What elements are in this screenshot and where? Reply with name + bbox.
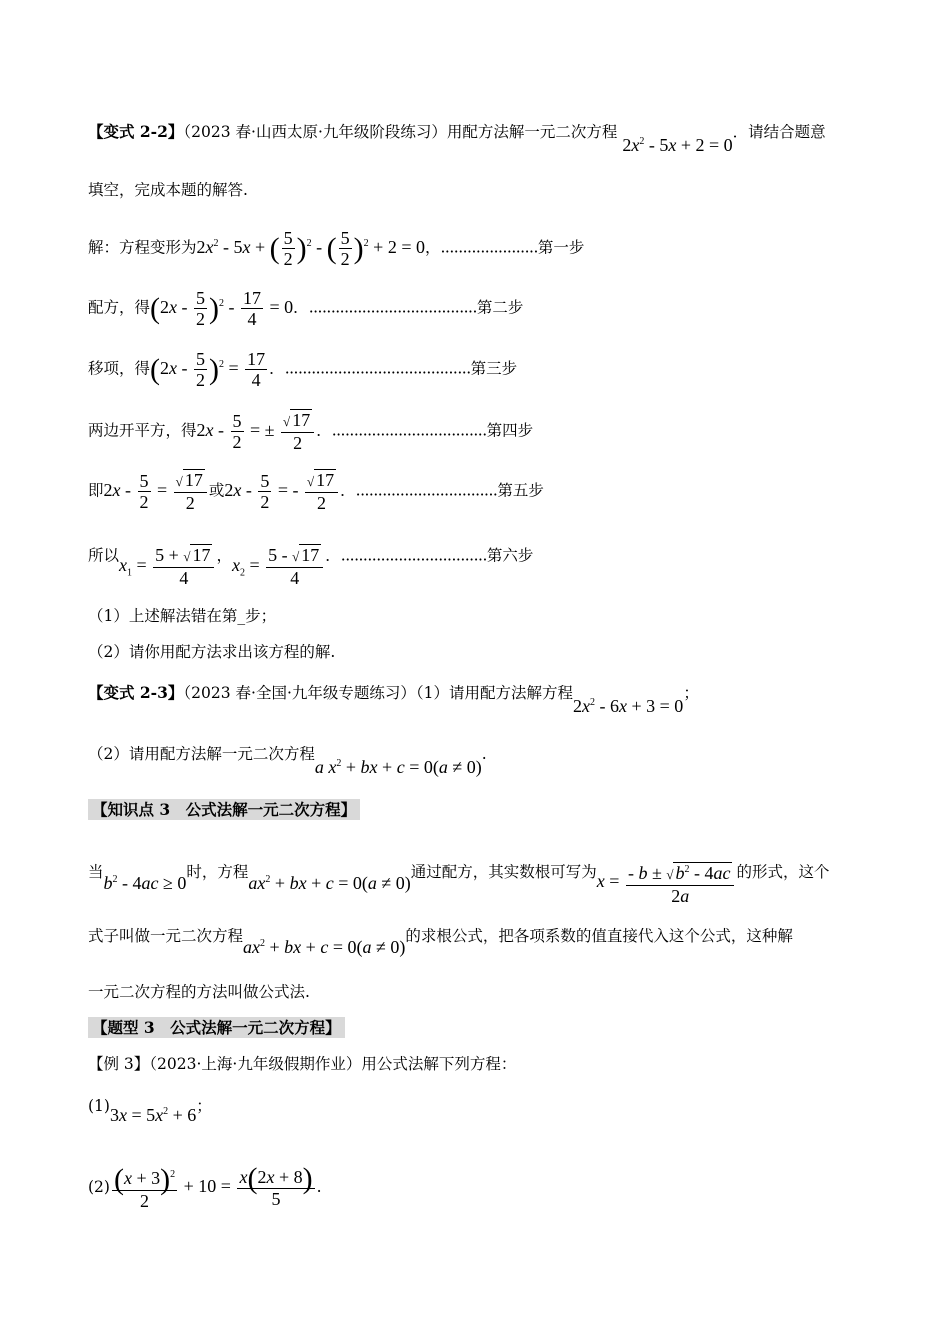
step-3-dots: ..........................................: [284, 359, 471, 378]
step-5-label: 第五步: [497, 481, 544, 500]
example-3: [88, 1054, 516, 1074]
variant-2-2-line2: 填空，完成本题的解答.: [88, 181, 248, 199]
step-4: 两边开平方，得2x - $\frac{5}{2}$ = ± $\frac{√ 17}{2}$ ．...................................第四步: [88, 410, 534, 453]
knowledge-3-p2: 式子叫做一元二次方程$ax^2$ + bx + c = 0(a ≠ 0)的求根公式，把各项系数的值直接代入这个公式，这种解: [88, 927, 793, 957]
example-3-q2-label: (2): [88, 1178, 110, 1197]
variant-2-3-line1: 【变式 2-3】（2023 春·全国·九年级专题练习）（1）请用配方法解方程$2x^2 - 6x + 3 = 0$；: [88, 683, 699, 716]
knowledge-3-p2b: 的求根公式，把各项系数的值直接代入这个公式，这种解: [405, 927, 793, 945]
variant-2-3-label: 【变式 2-3】: [88, 683, 184, 702]
knowledge-3-p1a: 当: [88, 863, 104, 882]
step-4-dots: ...................................: [331, 421, 487, 440]
step-2: 配方，得(2x - $\frac{5}{2}$ )$^2$ - $\frac{17}{4}$ = 0．......................................第二步: [88, 288, 524, 329]
step-2-dots: ......................................: [308, 298, 477, 317]
step-6-label: 第六步: [486, 546, 534, 565]
variant-2-3-end2: .: [481, 745, 487, 763]
example-3-q2: (2) $\frac{(x + 3)^2}{2}$ + 10 = $\frac{x(2x + 8)}{5}$ .: [88, 1161, 322, 1211]
step-5-mid: 或: [208, 481, 225, 500]
step-3-prefix: 移项，得: [88, 359, 151, 378]
example-3-text: 【例 3】（2023·上海·九年级假期作业）用公式法解下列方程：: [88, 1055, 517, 1073]
step-6-prefix: 所以: [88, 546, 120, 565]
step-1: 解：方程变形为$2x^2 - 5x$ + ( $\frac{5}{2}$ )$^2$ - ( $\frac{5}{2}$ )$^2$ + 2 = 0，......................第一步: [88, 228, 585, 269]
step-1-prefix: 解：方程变形为: [88, 238, 197, 257]
knowledge-3-p2a: 式子叫做一元二次方程: [88, 927, 244, 945]
step-5-dots: ................................: [355, 481, 498, 500]
variant-2-2-label: 【变式 2-2】: [88, 122, 184, 141]
variant-2-2-intro: [88, 118, 826, 155]
question-2-2-2: （2）请你用配方法求出该方程的解.: [88, 643, 336, 661]
knowledge-3-p3: 一元二次方程的方法叫做公式法.: [88, 983, 310, 1001]
step-5-prefix: 即: [88, 481, 104, 500]
equation-2-2: $2x^2 - 5x + 2 = 0$: [622, 135, 733, 155]
variant-2-3-text1: （2023 春·全国·九年级专题练习）（1）请用配方法解方程: [183, 684, 573, 702]
type-3-title: [88, 1018, 345, 1038]
knowledge-3-p1d: 的形式，这个: [736, 863, 830, 882]
step-6-dots: .................................: [340, 546, 487, 565]
knowledge-3-p1c: 通过配方，其实数根可写为: [410, 863, 597, 882]
variant-2-2-source: （2023 春·山西太原·九年级阶段练习）用配方法解一元二次方程: [183, 123, 618, 141]
knowledge-3-title: [88, 800, 360, 820]
example-3-q1-label: (1): [88, 1097, 110, 1115]
step-6: 所以$x_1$ = $\frac{5 + √ 17}{4}$ ，$x_2$ = $\frac{5 - √ 17}{4}$ ．.................................第六步: [88, 545, 534, 588]
step-4-label: 第四步: [486, 421, 534, 440]
example-3-q1: $(1)3x = 5x^2 + 6$；: [88, 1097, 212, 1125]
knowledge-3-p1b: 时，方程: [186, 863, 249, 882]
step-2-label: 第二步: [476, 298, 524, 317]
question-2-2-1: （1）上述解法错在第_步；: [88, 607, 277, 625]
variant-2-2-after: ．请结合题意: [732, 123, 826, 141]
knowledge-3-title-text: 【知识点 3 公式法解一元二次方程】: [88, 799, 360, 820]
step-3: 移项，得(2x - $\frac{5}{2}$ )$^2$ = $\frac{17}{4}$ ．..........................................第三步: [88, 349, 518, 390]
step-1-dots: ......................: [440, 238, 538, 257]
type-3-title-text: 【题型 3 公式法解一元二次方程】: [88, 1017, 345, 1038]
variant-2-3-line2: （2）请用配方法解一元二次方程a $x^2$ + bx + c = 0(a ≠ 0).: [88, 745, 487, 777]
step-2-prefix: 配方，得: [88, 298, 151, 317]
knowledge-3-p1: 当$b^2 - 4ac \ge 0$时，方程$ax^2$ + bx + c = 0(a ≠ 0)通过配方，其实数根可写为x = $\frac{- b \pm √ b^2 - 4ac}{2a}$ 的形式，这个: [88, 850, 829, 896]
step-1-label: 第一步: [537, 238, 585, 257]
step-4-prefix: 两边开平方，得: [88, 421, 197, 440]
variant-2-3-text2: （2）请用配方法解一元二次方程: [88, 745, 315, 763]
step-3-label: 第三步: [470, 359, 518, 378]
step-5: 即2x - $\frac{5}{2}$ = $\frac{√ 17}{2}$ 或2x - $\frac{5}{2}$ = - $\frac{√ 17}{2}$ ．................................第五步: [88, 470, 544, 513]
variant-2-3-end1: ；: [683, 684, 699, 702]
